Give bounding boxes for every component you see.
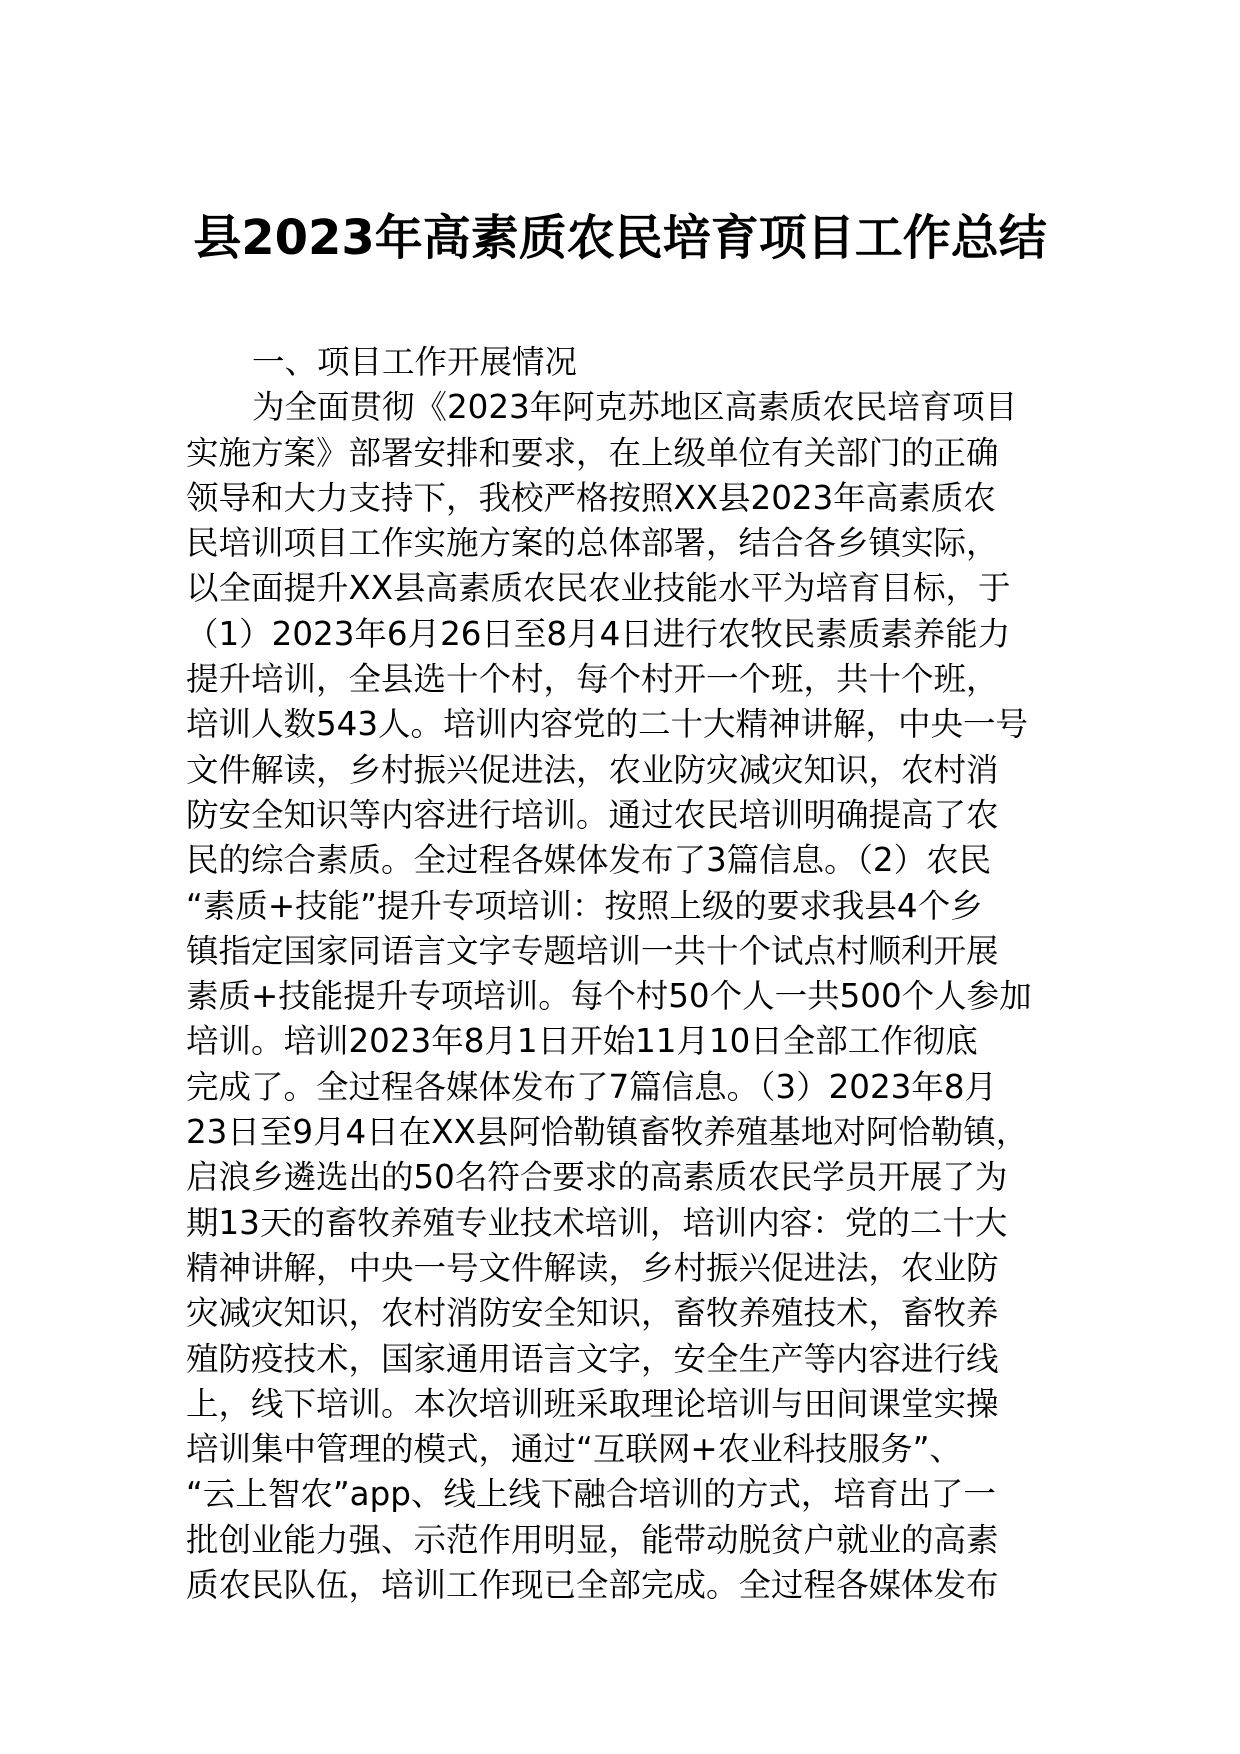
paragraph-line: 培训集中管理的模式，通过“互联网+农业科技服务”、 — [186, 1430, 962, 1469]
paragraph-line: 灾减灾知识，农村消防安全知识，畜牧养殖技术，畜牧养 — [186, 1294, 999, 1333]
paragraph-line: 镇指定国家同语言文字专题培训一共十个试点村顺利开展 — [186, 931, 999, 970]
paragraph-line: 期13天的畜牧养殖专业技术培训，培训内容：党的二十大 — [186, 1203, 1008, 1242]
paragraph-line: 精神讲解，中央一号文件解读，乡村振兴促进法，农业防 — [186, 1248, 999, 1287]
paragraph-line: 领导和大力支持下，我校严格按照XX县2023年高素质农 — [186, 478, 996, 517]
paragraph-line: 素质+技能提升专项培训。每个村50个人一共500个人参加 — [186, 977, 1032, 1016]
paragraph-line: “云上智农”app、线上线下融合培训的方式，培育出了一 — [186, 1475, 996, 1514]
paragraph-line: 培训。培训2023年8月1日开始11月10日全部工作彻底 — [186, 1022, 978, 1061]
paragraph-line: 23日至9月4日在XX县阿恰勒镇畜牧养殖基地对阿恰勒镇， — [186, 1113, 1029, 1152]
paragraph-line: 民的综合素质。全过程各媒体发布了3篇信息。（2）农民 — [186, 841, 992, 880]
paragraph-line: 完成了。全过程各媒体发布了7篇信息。（3）2023年8月 — [186, 1067, 997, 1106]
paragraph-line: 民培训项目工作实施方案的总体部署，结合各乡镇实际， — [186, 524, 999, 563]
document-title: 县2023年高素质农民培育项目工作总结 — [193, 210, 1047, 266]
paragraph-line: （1）2023年6月26日至8月4日进行农牧民素质素养能力 — [186, 614, 1011, 653]
paragraph-line: 殖防疫技术，国家通用语言文字，安全生产等内容进行线 — [186, 1339, 999, 1378]
paragraph-line: 防安全知识等内容进行培训。通过农民培训明确提高了农 — [186, 795, 999, 834]
paragraph-line: 上，线下培训。本次培训班采取理论培训与田间课堂实操 — [186, 1384, 999, 1423]
paragraph-line: “素质+技能”提升专项培训：按照上级的要求我县4个乡 — [186, 886, 983, 925]
paragraph-line: 批创业能力强、示范作用明显，能带动脱贫户就业的高素 — [186, 1520, 999, 1559]
paragraph-line: 培训人数543人。培训内容党的二十大精神讲解，中央一号 — [186, 705, 1029, 744]
paragraph-line: 以全面提升XX县高素质农民农业技能水平为培育目标，于 — [186, 569, 1011, 608]
paragraph-line: 启浪乡遴选出的50名符合要求的高素质农民学员开展了为 — [186, 1158, 1008, 1197]
paragraph-line: 提升培训，全县选十个村，每个村开一个班，共十个班， — [186, 660, 999, 699]
section-heading: 一、项目工作开展情况 — [252, 343, 578, 381]
document-body — [186, 340, 1066, 1608]
paragraph-line: 为全面贯彻《2023年阿克苏地区高素质农民培育项目 — [252, 388, 1018, 427]
paragraph-line: 质农民队伍，培训工作现已全部完成。全过程各媒体发布 — [186, 1566, 999, 1605]
paragraph-line: 文件解读，乡村振兴促进法，农业防灾减灾知识，农村消 — [186, 750, 999, 789]
paragraph-line: 实施方案》部署安排和要求，在上级单位有关部门的正确 — [186, 433, 999, 472]
